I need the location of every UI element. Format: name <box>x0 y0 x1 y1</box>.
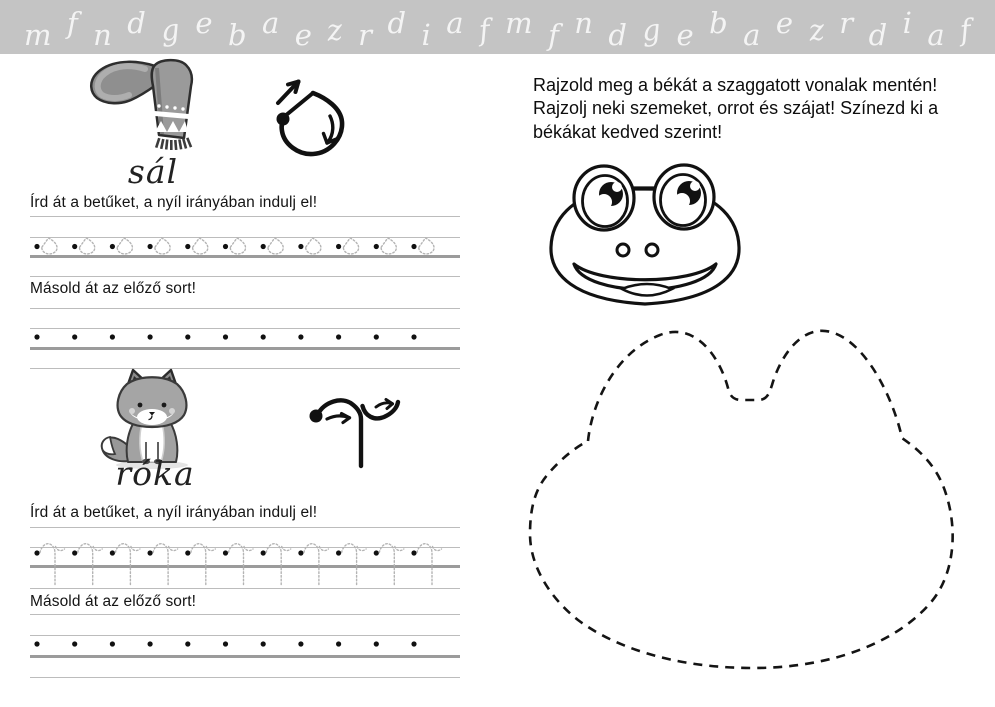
cursive-letter: i <box>902 5 912 40</box>
cursive-letter: z <box>325 11 345 48</box>
start-dot <box>411 641 416 646</box>
cursive-letter: f <box>477 12 492 47</box>
fox-eye <box>162 403 167 408</box>
start-dot <box>110 334 115 339</box>
start-dot <box>374 334 379 339</box>
trace-letter-s <box>185 238 208 254</box>
scarf-fringe <box>155 137 192 150</box>
start-dot <box>148 334 153 339</box>
frog-task-instruction: Rajzold meg a békát a szaggatott vonalak mentén! Rajzolj neki szemeket, orrot és szájat! Színezd ki a békákat kedved szerint! <box>533 75 939 142</box>
cursive-letter: e <box>195 5 213 40</box>
start-dot <box>336 641 341 646</box>
word-roka-cursive: róka <box>115 454 195 493</box>
cursive-letter: g <box>640 11 663 48</box>
start-dot <box>261 334 266 339</box>
letter-r-shape <box>318 400 361 466</box>
trace-instruction-s: Írd át a betűket, a nyíl irányában indulj el! <box>30 194 318 211</box>
writing-line <box>30 308 460 309</box>
trace-letter-s <box>110 238 133 254</box>
cursive-letter: e <box>676 17 694 52</box>
cursive-letter: f <box>958 12 973 47</box>
cursive-letter: a <box>446 5 464 40</box>
frog-nostril-right <box>646 244 658 256</box>
fox-blush <box>169 408 175 414</box>
curve-arrow-icon <box>376 400 393 409</box>
trace-letter-s <box>72 238 95 254</box>
cursive-letter: r <box>358 17 372 52</box>
start-dot <box>336 334 341 339</box>
start-dot <box>223 641 228 646</box>
start-dot <box>374 641 379 646</box>
cursive-letter: f <box>548 17 559 52</box>
letter-s-stroke-diagram <box>262 72 362 172</box>
trace-letter-s <box>298 238 321 254</box>
writing-line <box>30 527 460 528</box>
cursive-letter: b <box>709 5 728 40</box>
cursive-letter: m <box>505 5 533 40</box>
cursive-letter: d <box>868 17 888 52</box>
cursive-letter: a <box>927 17 945 52</box>
trace-letter-r <box>148 544 178 585</box>
cursive-letter: d <box>387 5 407 40</box>
start-dot <box>72 641 77 646</box>
fox-blush <box>129 408 135 414</box>
frog-nostril-left <box>617 244 629 256</box>
frog-head-dashed-path <box>530 331 953 668</box>
start-dot <box>223 334 228 339</box>
trace-letter-s <box>261 238 284 254</box>
copy-row-start-dots-s <box>30 330 460 346</box>
start-dot <box>185 641 190 646</box>
start-dot <box>298 334 303 339</box>
direction-arrow-icon <box>278 82 299 104</box>
trace-row-letter-s <box>30 235 460 259</box>
trace-letter-r <box>72 544 102 585</box>
trace-letter-r <box>336 544 366 585</box>
writing-line <box>30 635 460 636</box>
cursive-letter: n <box>93 17 112 52</box>
cursive-letter: e <box>775 5 794 40</box>
trace-letter-s <box>374 238 397 254</box>
trace-letter-s <box>336 238 359 254</box>
entry-stroke <box>285 93 313 116</box>
cursive-letter: z <box>806 11 826 48</box>
cursive-letter: g <box>159 11 182 48</box>
trace-letter-s <box>34 238 57 254</box>
copy-instruction-s: Másold át az előző sort! <box>30 280 197 297</box>
trace-letter-r <box>185 544 215 585</box>
start-dot <box>72 334 77 339</box>
trace-letter-r <box>298 544 328 585</box>
trace-row-letter-r <box>30 536 460 590</box>
trace-letter-r <box>223 544 253 585</box>
cursive-letter: m <box>24 17 52 52</box>
writing-baseline <box>30 655 460 658</box>
start-dot <box>298 641 303 646</box>
start-dot <box>185 334 190 339</box>
cursive-letter: b <box>227 17 247 52</box>
inner-curve-arrow-icon <box>324 116 337 143</box>
frog-outline-dashed <box>518 326 960 688</box>
writing-line <box>30 677 460 678</box>
word-sal-cursive: sál <box>127 152 179 191</box>
trace-letter-r <box>261 544 291 585</box>
writing-line <box>30 216 460 217</box>
start-dot <box>148 641 153 646</box>
writing-baseline <box>30 347 460 350</box>
copy-instruction-r: Másold át az előző sort! <box>30 593 197 610</box>
trace-letter-s <box>148 238 171 254</box>
trace-instruction-r: Írd át a betűket, a nyíl irányában indulj el! <box>30 504 318 521</box>
writing-line <box>30 328 460 329</box>
scarf-illustration <box>85 58 235 158</box>
cursive-letter: a <box>262 5 280 40</box>
start-dot <box>34 641 39 646</box>
start-dot <box>34 334 39 339</box>
cursive-letter: d <box>608 17 627 52</box>
trace-letter-s <box>411 238 434 254</box>
trace-letter-r <box>34 544 64 585</box>
writing-line <box>30 276 460 277</box>
cursive-letter: i <box>421 17 431 52</box>
direction-arrow-icon <box>327 414 350 423</box>
start-dot <box>110 641 115 646</box>
start-dot <box>411 334 416 339</box>
letter-r-stroke-diagram <box>298 390 413 478</box>
writing-line <box>30 614 460 615</box>
cursive-letter: d <box>127 5 146 40</box>
fox-eye <box>138 403 143 408</box>
cursive-letter: f <box>66 5 78 40</box>
trace-letter-s <box>223 238 246 254</box>
trace-letter-r <box>411 544 441 585</box>
copy-row-start-dots-r <box>30 637 460 653</box>
cursive-letter: a <box>743 17 761 52</box>
start-dot <box>261 641 266 646</box>
frog-face-example <box>545 152 745 316</box>
cursive-letter: n <box>574 5 593 40</box>
trace-letter-r <box>110 544 140 585</box>
cursive-letter: e <box>294 17 312 52</box>
cursive-letter-band <box>0 0 995 54</box>
trace-letter-r <box>374 544 404 585</box>
cursive-letter: r <box>839 5 854 40</box>
